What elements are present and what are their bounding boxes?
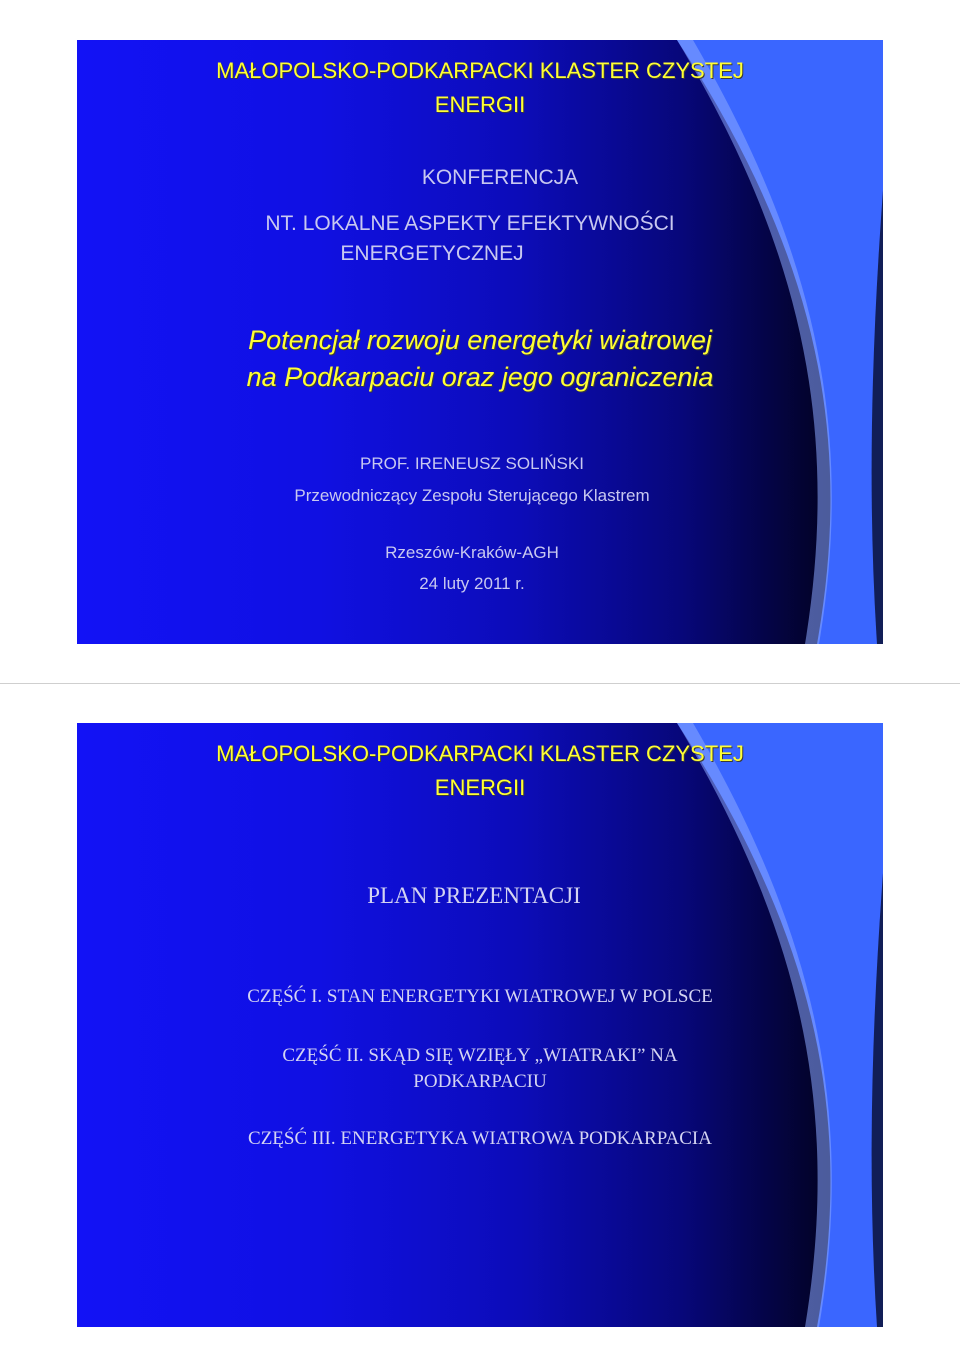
page-divider	[0, 683, 960, 684]
slide-2-swoosh-decoration	[77, 723, 883, 1327]
cluster-name-line2: ENERGII	[434, 92, 526, 117]
slide-2	[77, 723, 883, 1327]
cluster-name-line1: MAŁOPOLSKO-PODKARPACKI KLASTER CZYSTEJ	[216, 58, 744, 83]
plan-part-3: CZĘŚĆ III. ENERGETYKA WIATROWA PODKARPACIA	[248, 1128, 712, 1149]
plan-part-1: CZĘŚĆ I. STAN ENERGETYKI WIATROWEJ W POLSCE	[247, 986, 713, 1007]
conference-topic-line2: ENERGETYCZNEJ	[340, 242, 524, 265]
talk-title-line1: Potencjał rozwoju energetyki wiatrowej	[248, 325, 712, 355]
event-date: 24 luty 2011 r.	[419, 574, 525, 593]
speaker-name: PROF. IRENEUSZ SOLIŃSKI	[360, 454, 584, 473]
plan-part-2-line1: CZĘŚĆ II. SKĄD SIĘ WZIĘŁY „WIATRAKI” NA	[282, 1045, 678, 1066]
cluster-name-line2: ENERGII	[434, 775, 526, 800]
talk-title-line2: na Podkarpaciu oraz jego ograniczenia	[246, 362, 714, 392]
plan-title: PLAN PREZENTACJI	[367, 883, 581, 908]
event-location: Rzeszów-Kraków-AGH	[385, 543, 559, 562]
conference-topic-line1: NT. LOKALNE ASPEKTY EFEKTYWNOŚCI	[265, 212, 675, 235]
slide-1	[77, 40, 883, 644]
speaker-role: Przewodniczący Zespołu Sterującego Klastrem	[294, 486, 650, 505]
cluster-name-line1: MAŁOPOLSKO-PODKARPACKI KLASTER CZYSTEJ	[216, 741, 744, 766]
plan-part-2-line2: PODKARPACIU	[413, 1071, 547, 1092]
conference-label: KONFERENCJA	[421, 166, 579, 189]
